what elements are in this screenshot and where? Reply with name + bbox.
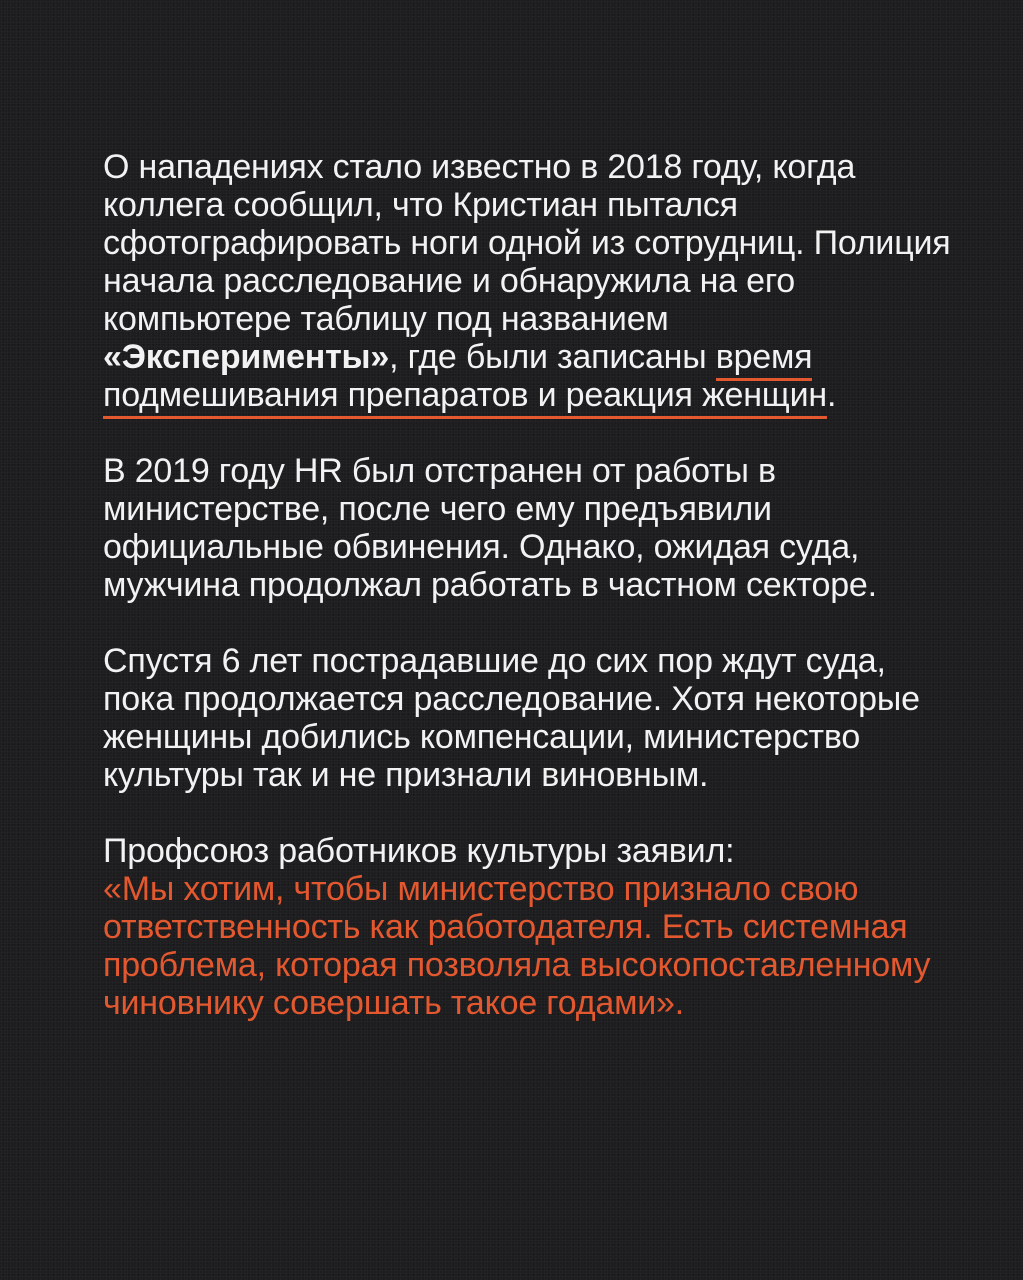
paragraph-discovery-text-2: , где были записаны [389,338,716,376]
union-quote: «Мы хотим, чтобы министерство признало свою ответственность как работодателя. Есть системная проблема, которая позволяла высокопоставленному чиновнику совершать такое годами». [103,870,931,1022]
underlined-phrase: время подмешивания препаратов и реакция женщин [103,338,827,419]
highlighted-table-name: «Эксперименты» [103,338,390,376]
paragraph-discovery [103,148,963,414]
union-statement-lead: Профсоюз работников культуры заявил: [103,832,735,870]
post-body [103,148,963,1060]
paragraph-discovery-text-3: . [826,376,837,414]
paragraph-union-statement [103,832,963,1022]
paragraph-suspension: В 2019 году HR был отстранен от работы в министерстве, после чего ему предъявили официальные обвинения. Однако, ожидая суда, мужчина продолжал работать в частном секторе. [103,452,877,604]
paragraph-discovery-text-1: О нападениях стало известно в 2018 году, когда коллега сообщил, что Кристиан пытался сфотографировать ноги одной из сотрудниц. Полиция начала расследование и обнаружила на его компьютере таблицу под названием [103,148,951,338]
paragraph-investigation: Спустя 6 лет пострадавшие до сих пор ждут суда, пока продолжается расследование. Хотя некоторые женщины добились компенсации, министерство культуры так и не признали виновным. [103,642,920,794]
